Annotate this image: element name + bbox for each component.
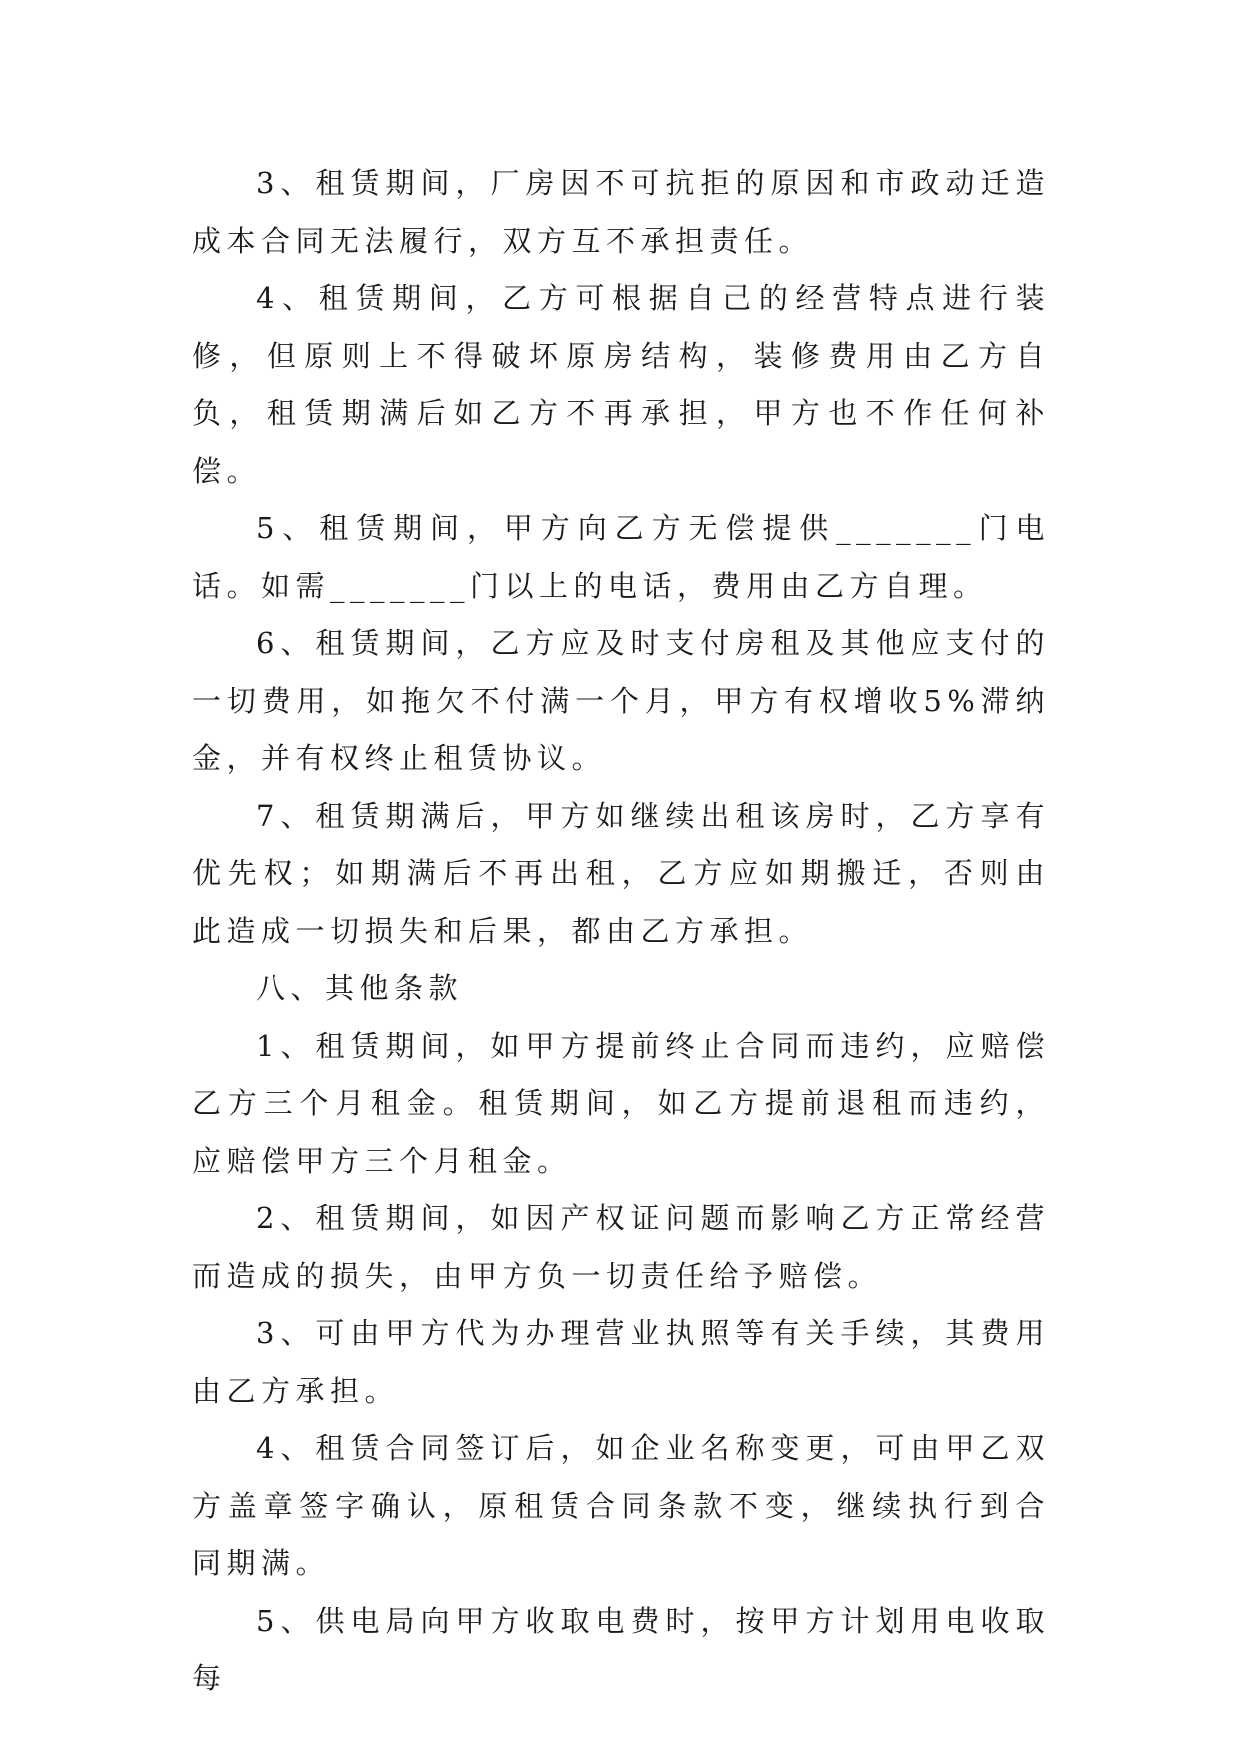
paragraph-clause-4: 4、租赁期间，乙方可根据自己的经营特点进行装修，但原则上不得破坏原房结构，装修费用由乙方自负，租赁期满后如乙方不再承担，甲方也不作任何补偿。 <box>192 281 1050 488</box>
paragraph-clause-5: 5、租赁期间，甲方向乙方无偿提供_______门电话。如需_______门以上的电话，费用由乙方自理。 <box>192 511 1050 603</box>
paragraph-other-4: 4、租赁合同签订后，如企业名称变更，可由甲乙双方盖章签字确认，原租赁合同条款不变，继续执行到合同期满。 <box>192 1431 1050 1580</box>
paragraph-other-3: 3、可由甲方代为办理营业执照等有关手续，其费用由乙方承担。 <box>192 1316 1050 1408</box>
paragraph-clause-6: 6、租赁期间，乙方应及时支付房租及其他应支付的一切费用，如拖欠不付满一个月，甲方有权增收5%滞纳金，并有权终止租赁协议。 <box>192 626 1050 775</box>
paragraph-clause-7: 7、租赁期满后，甲方如继续出租该房时，乙方享有优先权；如期满后不再出租，乙方应如期搬迁，否则由此造成一切损失和后果，都由乙方承担。 <box>192 798 1050 948</box>
paragraph-other-2: 2、租赁期间，如因产权证问题而影响乙方正常经营而造成的损失，由甲方负一切责任给予赔偿。 <box>192 1201 1050 1293</box>
section-heading-other-terms: 八、其他条款 <box>256 971 464 1005</box>
paragraph-other-1: 1、租赁期间，如甲方提前终止合同而违约，应赔偿乙方三个月租金。租赁期间，如乙方提前退租而违约，应赔偿甲方三个月租金。 <box>192 1028 1050 1178</box>
paragraph-clause-3: 3、租赁期间，厂房因不可抗拒的原因和市政动迁造成本合同无法履行，双方互不承担责任。 <box>192 166 1050 258</box>
document-body <box>192 155 1050 1708</box>
paragraph-other-5: 5、供电局向甲方收取电费时，按甲方计划用电收取每 <box>192 1603 1050 1695</box>
